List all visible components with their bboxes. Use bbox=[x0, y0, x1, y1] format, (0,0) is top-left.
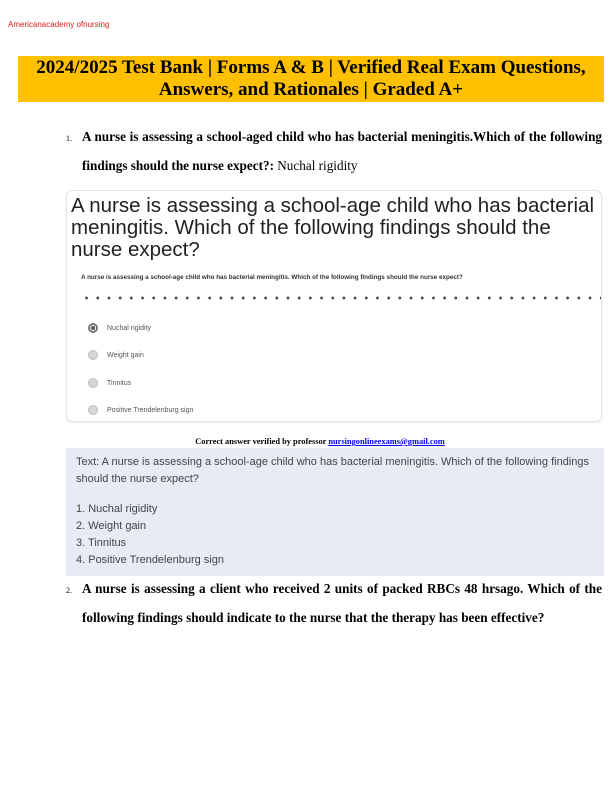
verification-caption bbox=[0, 437, 612, 446]
progress-dots bbox=[81, 295, 601, 301]
header-brand: Americanacademy ofnursing bbox=[8, 20, 110, 29]
radio-icon[interactable] bbox=[88, 405, 98, 415]
embedded-quiz-screenshot bbox=[66, 190, 602, 422]
quiz-option-label: Tinnitus bbox=[107, 379, 132, 387]
list-item: 4. Positive Trendelenburg sign bbox=[76, 554, 224, 566]
question-textbox bbox=[66, 448, 604, 576]
question-text bbox=[82, 574, 602, 632]
list-item: 3. Tinnitus bbox=[76, 537, 127, 549]
quiz-option[interactable] bbox=[88, 321, 151, 335]
title-line-2: Answers, and Rationales | Graded A+ bbox=[158, 79, 464, 100]
question-answer: Nuchal rigidity bbox=[277, 158, 358, 173]
title-banner bbox=[18, 56, 604, 102]
textbox-question: Text: A nurse is assessing a school-age child who has bacterial meningitis. Which of the following findings should the nurse expect? bbox=[76, 456, 589, 485]
quiz-option-label: Nuchal rigidity bbox=[107, 324, 151, 332]
radio-selected-icon[interactable] bbox=[88, 323, 98, 333]
radio-icon[interactable] bbox=[88, 350, 98, 360]
list-item: 2. Weight gain bbox=[76, 520, 147, 532]
question-number: 1. bbox=[66, 134, 72, 143]
email-link[interactable]: nursingonlineexams@gmail.com bbox=[328, 437, 445, 446]
quiz-option-label: Weight gain bbox=[107, 351, 144, 359]
textbox-options-list bbox=[76, 501, 594, 569]
quiz-option-label: Positive Trendelenburg sign bbox=[107, 406, 194, 414]
question-text bbox=[82, 122, 602, 180]
quiz-heading: A nurse is assessing a school-age child who has bacterial meningitis. Which of the following findings should the nurse expect? bbox=[71, 194, 595, 261]
caption-text: Correct answer verified by professor bbox=[195, 437, 327, 446]
quiz-option[interactable] bbox=[88, 403, 193, 417]
quiz-option[interactable] bbox=[88, 376, 131, 390]
question-prompt: A nurse is assessing a school-aged child who has bacterial meningitis.Which of the following findings should the nurse expect?: bbox=[82, 129, 602, 173]
title-line-1: 2024/2025 Test Bank | Forms A & B | Verified Real Exam Questions, bbox=[36, 57, 586, 78]
radio-icon[interactable] bbox=[88, 378, 98, 388]
question-number: 2. bbox=[66, 586, 72, 595]
quiz-subheading: A nurse is assessing a school-age child who has bacterial meningitis. Which of the following findings should the nurse expect? bbox=[81, 274, 463, 281]
list-item: 1. Nuchal rigidity bbox=[76, 503, 158, 515]
quiz-option[interactable] bbox=[88, 348, 144, 362]
question-prompt: A nurse is assessing a client who received 2 units of packed RBCs 48 hrsago. Which of the following findings should indicate to the nurse that the therapy has been effective? bbox=[82, 581, 602, 625]
